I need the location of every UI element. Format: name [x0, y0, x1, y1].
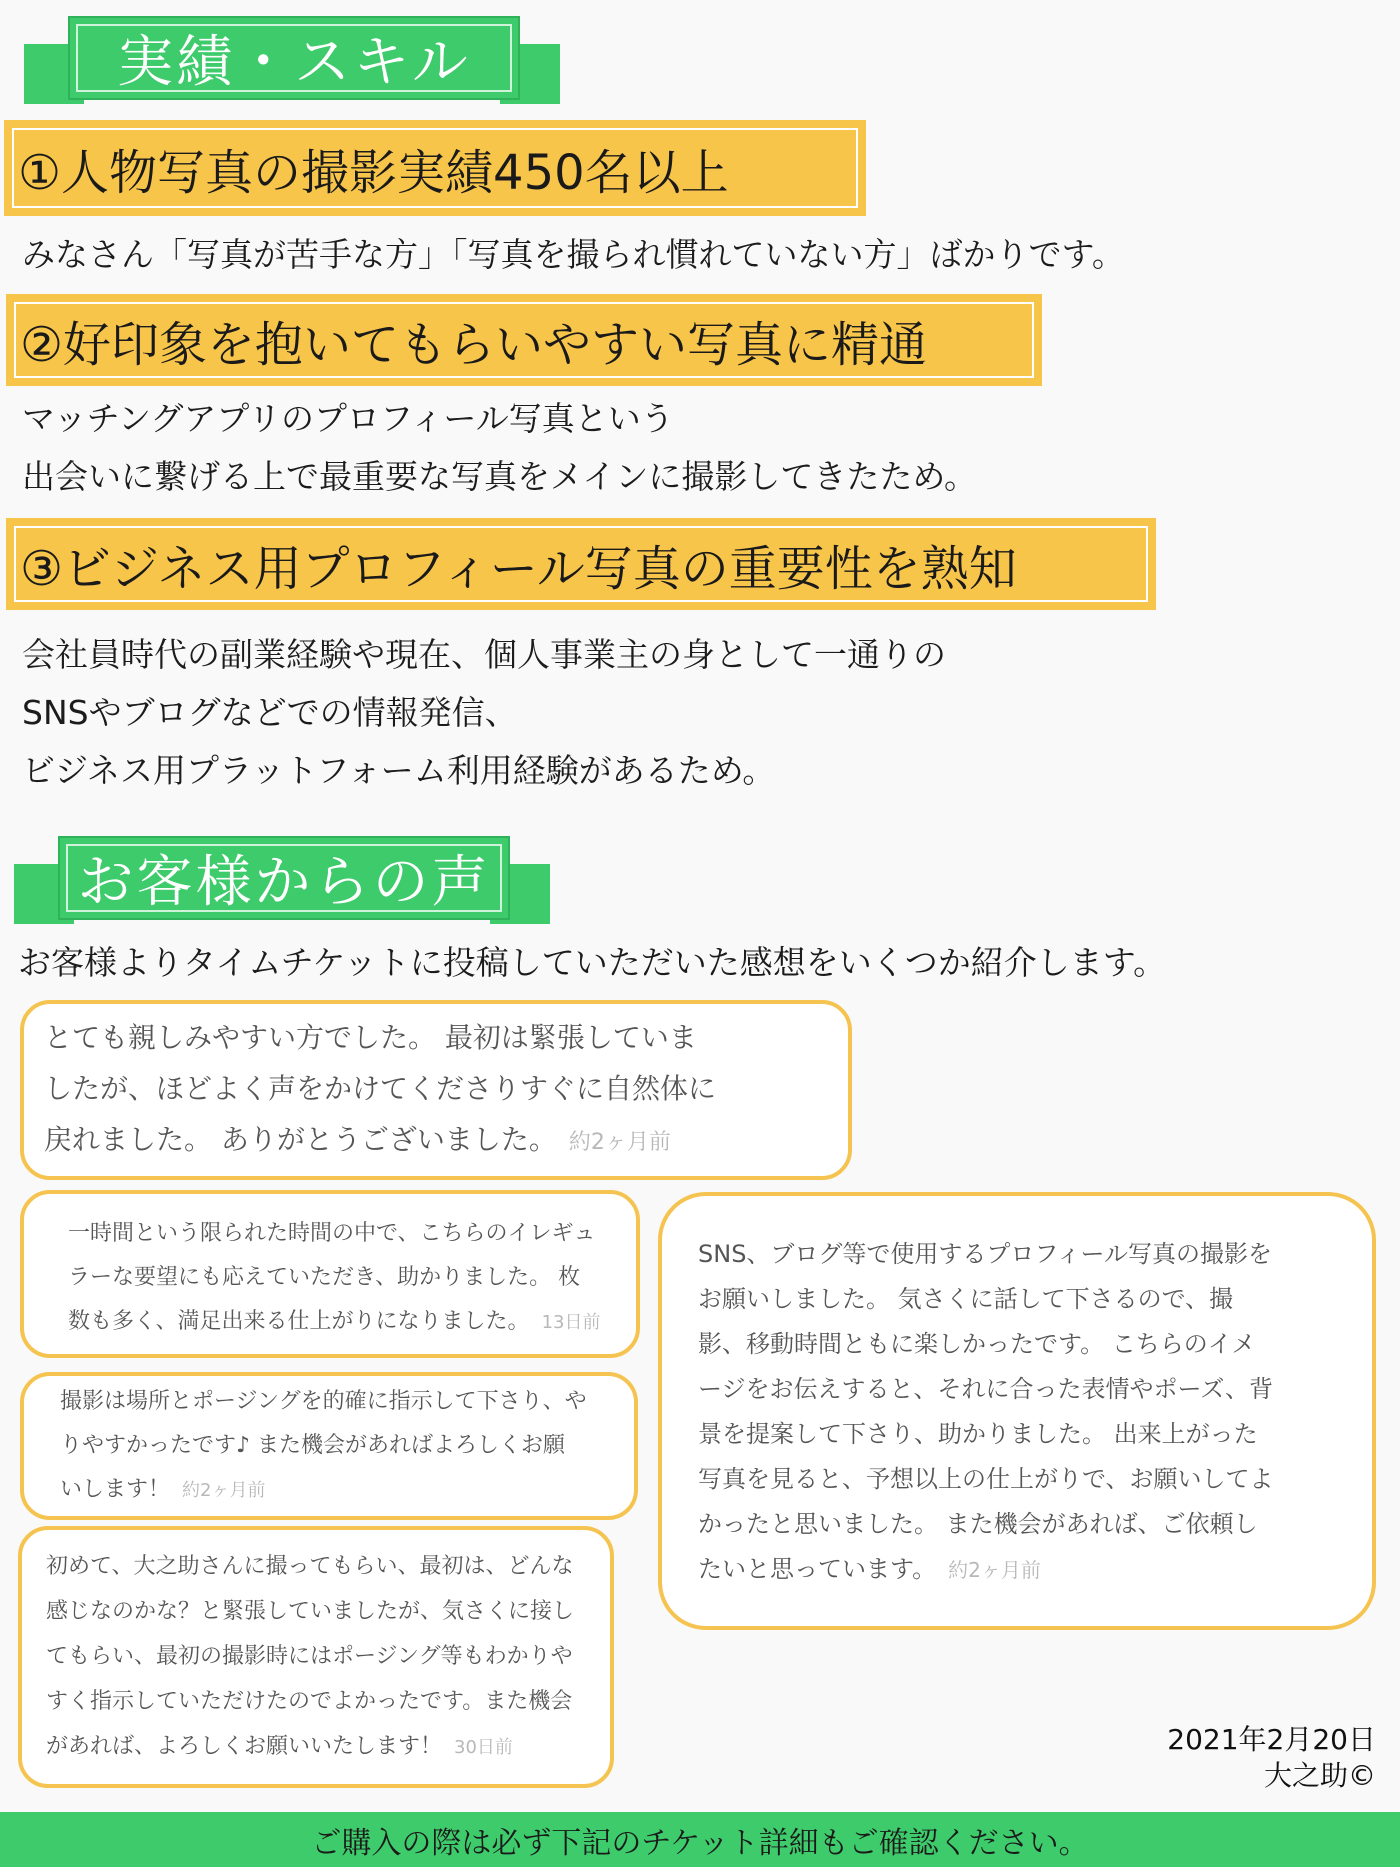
review-card-5: [658, 1192, 1376, 1630]
review-line: があれば、よろしくお願いいたします！: [46, 1734, 443, 1759]
review-text: [698, 1232, 1274, 1593]
review-time: 13日前: [541, 1312, 601, 1333]
review-line: かったと思いました。 また機会があれば、ご依頼し: [698, 1510, 1258, 1538]
skill-heading-text: ③ビジネス用プロフィール写真の重要性を熟知: [20, 540, 1017, 597]
review-text: [46, 1544, 574, 1770]
review-line: 撮影は場所とポージングを的確に指示して下さり、や: [60, 1389, 587, 1414]
review-line: 初めて、大之助さんに撮ってもらい、最初は、どんな: [46, 1554, 574, 1579]
skill-paragraph-2: [22, 390, 977, 506]
ribbon-face: [68, 16, 520, 100]
review-line: お願いしました。 気さくに話して下さるので、撮: [698, 1285, 1234, 1313]
skill-line: 出会いに繋げる上で最重要な写真をメインに撮影してきたため。: [22, 457, 978, 496]
skill-heading-1: [4, 120, 866, 216]
review-text: [44, 1012, 716, 1168]
skill-heading-2: [6, 294, 1042, 386]
voices-intro: [18, 934, 1166, 992]
section-title: お客様からの声: [77, 850, 491, 915]
date-signature: [1167, 1722, 1376, 1794]
review-card-3: [20, 1372, 638, 1520]
review-text: [68, 1212, 600, 1345]
skill-line: マッチングアプリのプロフィール写真という: [22, 399, 674, 438]
review-line: 戻れました。 ありがとうございました。: [44, 1123, 557, 1156]
review-line: てもらい、最初の撮影時にはポージング等もわかりや: [46, 1644, 573, 1669]
skill-line: みなさん「写真が苦手な方」「写真を撮られ慣れていない方」ばかりです。: [22, 235, 1125, 274]
footer-banner: [0, 1812, 1400, 1867]
review-line: ラーな要望にも応えていただき、助かりました。 枚: [68, 1265, 581, 1290]
review-line: 一時間という限られた時間の中で、こちらのイレギュ: [68, 1221, 596, 1246]
review-card-1: [20, 1000, 852, 1180]
review-line: 影、移動時間ともに楽しかったです。 こちらのイメ: [698, 1330, 1256, 1358]
skill-line: SNSやブログなどでの情報発信、: [22, 693, 518, 732]
review-line: りやすかったです♪ また機会があればよろしくお願: [60, 1433, 566, 1458]
review-line: 感じなのかな？と緊張していましたが、気さくに接し: [46, 1599, 575, 1624]
review-line: したが、ほどよく声をかけてくださりすぐに自然体に: [44, 1072, 717, 1105]
review-line: SNS、ブログ等で使用するプロフィール写真の撮影を: [698, 1240, 1273, 1268]
review-line: とても親しみやすい方でした。 最初は緊張していま: [44, 1021, 697, 1054]
ribbon-face: [58, 836, 510, 920]
review-card-2: [20, 1190, 640, 1358]
review-line: 数も多く、満足出来る仕上がりになりました。: [68, 1309, 530, 1334]
review-text: [60, 1380, 587, 1513]
skill-heading-text: ①人物写真の撮影実績450名以上: [18, 144, 729, 201]
intro-line: お客様よりタイムチケットに投稿していただいた感想をいくつか紹介します。: [18, 943, 1167, 982]
review-time: 約2ヶ月前: [568, 1130, 671, 1155]
footer-text: ご購入の際は必ず下記のチケット詳細もご確認ください。: [311, 1825, 1089, 1861]
signature: 大之助©: [1263, 1759, 1376, 1792]
skill-heading-text: ②好印象を抱いてもらいやすい写真に精通: [20, 316, 928, 373]
review-line: 写真を見ると、予想以上の仕上がりで、お願いしてよ: [698, 1465, 1274, 1493]
review-line: 景を提案して下さり、助かりました。 出来上がった: [698, 1420, 1258, 1448]
skill-line: ビジネス用プラットフォーム利用経験があるため。: [22, 751, 776, 790]
review-line: すく指示していただけたのでよかったです。また機会: [46, 1689, 573, 1714]
date: 2021年2月20日: [1167, 1723, 1376, 1756]
skill-paragraph-3: [22, 626, 946, 800]
section-title: 実績・スキル: [117, 30, 471, 95]
review-time: 30日前: [454, 1737, 513, 1758]
skill-heading-3: [6, 518, 1156, 610]
review-line: いします！: [60, 1477, 171, 1502]
review-line: ージをお伝えすると、それに合った表情やポーズ、背: [698, 1375, 1274, 1403]
review-time: 約2ヶ月前: [182, 1480, 266, 1501]
skill-paragraph-1: [22, 226, 1125, 284]
skill-line: 会社員時代の副業経験や現在、個人事業主の身として一通りの: [22, 635, 946, 674]
review-time: 約2ヶ月前: [948, 1558, 1041, 1582]
section-ribbon-voices: [14, 836, 550, 928]
review-line: たいと思っています。: [698, 1555, 937, 1583]
review-card-4: [18, 1526, 614, 1788]
section-ribbon-skills: [24, 16, 560, 108]
